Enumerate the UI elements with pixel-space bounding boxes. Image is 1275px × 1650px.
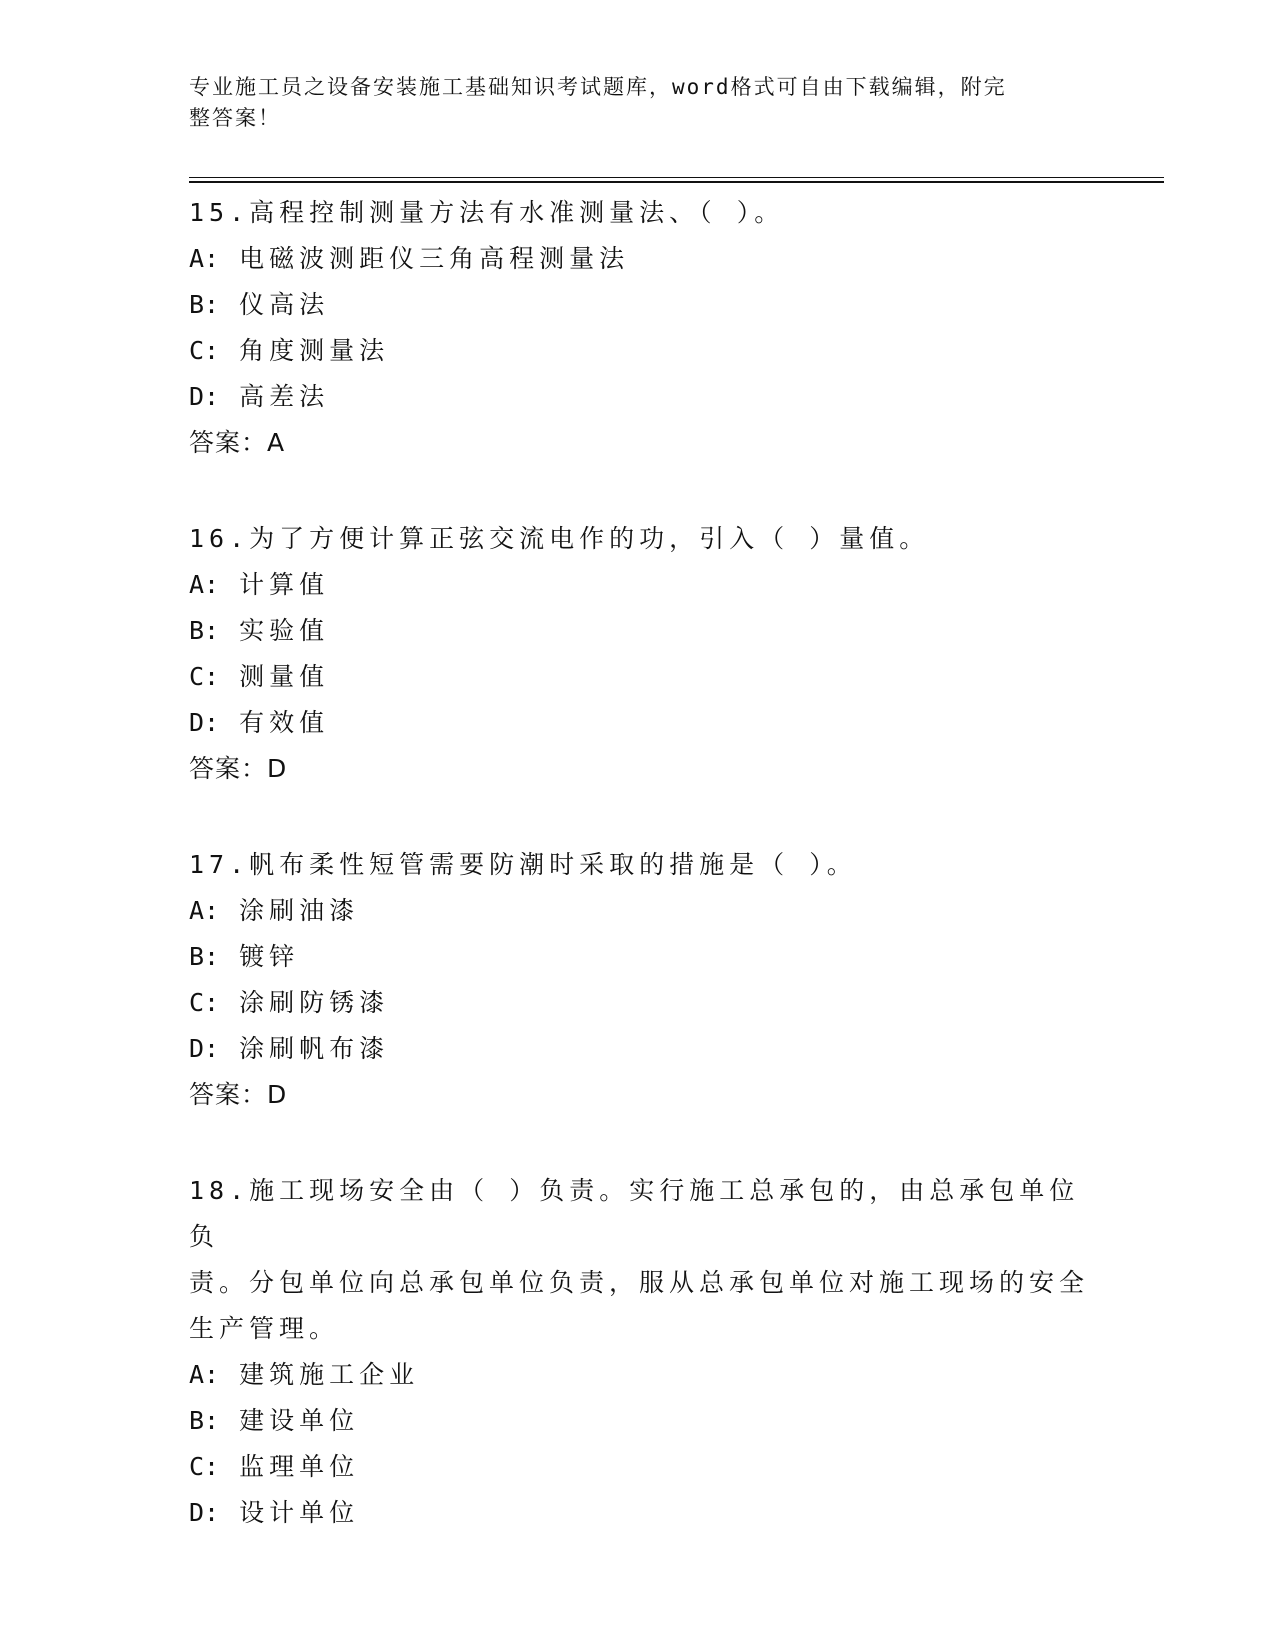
- document-header: [189, 72, 1089, 134]
- option-a: [189, 1352, 1089, 1398]
- option-text: 涂刷油漆: [239, 896, 360, 925]
- option-d: [189, 700, 1089, 746]
- option-label: D:: [189, 1498, 220, 1527]
- option-label: D:: [189, 382, 220, 411]
- option-d: [189, 1026, 1089, 1072]
- option-label: D:: [189, 1034, 220, 1063]
- option-label: B:: [189, 1406, 220, 1435]
- option-text: 实验值: [239, 616, 330, 645]
- option-label: C:: [189, 662, 220, 691]
- option-label: C:: [189, 336, 220, 365]
- option-text: 监理单位: [239, 1452, 360, 1481]
- question-text: 16.为了方便计算正弦交流电作的功，引入（ ）量值。: [189, 524, 930, 553]
- option-text: 涂刷帆布漆: [239, 1034, 390, 1063]
- question-text: 17.帆布柔性短管需要防潮时采取的措施是（ ）。: [189, 850, 857, 879]
- option-d: [189, 1490, 1089, 1536]
- question-17: [189, 842, 1089, 1118]
- question-text-line-2: 责。分包单位向总承包单位负责，服从总承包单位对施工现场的安全: [189, 1268, 1090, 1297]
- question-18: [189, 1168, 1089, 1536]
- option-text: 电磁波测距仪三角高程测量法: [239, 244, 630, 273]
- option-label: B:: [189, 290, 220, 319]
- option-label: A:: [189, 570, 220, 599]
- option-a: [189, 888, 1089, 934]
- option-text: 测量值: [239, 662, 330, 691]
- question-list: [189, 190, 1089, 1586]
- option-label: A:: [189, 1360, 220, 1389]
- option-text: 高差法: [239, 382, 330, 411]
- option-a: [189, 562, 1089, 608]
- option-a: [189, 236, 1089, 282]
- option-text: 设计单位: [239, 1498, 360, 1527]
- header-divider-thick: [189, 181, 1164, 183]
- question-text: 15.高程控制测量方法有水准测量法、（ ）。: [189, 198, 785, 227]
- option-label: B:: [189, 616, 220, 645]
- option-c: [189, 654, 1089, 700]
- option-d: [189, 374, 1089, 420]
- option-text: 建设单位: [239, 1406, 360, 1435]
- option-text: 涂刷防锈漆: [239, 988, 390, 1017]
- answer: 答案：D: [189, 1080, 288, 1109]
- header-divider-thin: [189, 177, 1164, 178]
- option-text: 角度测量法: [239, 336, 390, 365]
- answer: 答案：A: [189, 428, 286, 457]
- option-b: [189, 1398, 1089, 1444]
- option-label: A:: [189, 896, 220, 925]
- question-text-line-3: 生产管理。: [189, 1314, 340, 1343]
- option-c: [189, 328, 1089, 374]
- option-label: A:: [189, 244, 220, 273]
- question-15: [189, 190, 1089, 466]
- option-text: 建筑施工企业: [239, 1360, 420, 1389]
- answer: 答案：D: [189, 754, 288, 783]
- option-text: 有效值: [239, 708, 330, 737]
- option-b: [189, 608, 1089, 654]
- option-text: 镀锌: [239, 942, 300, 971]
- option-c: [189, 980, 1089, 1026]
- option-label: C:: [189, 988, 220, 1017]
- option-b: [189, 934, 1089, 980]
- option-label: B:: [189, 942, 220, 971]
- option-text: 计算值: [239, 570, 330, 599]
- option-text: 仪高法: [239, 290, 330, 319]
- question-16: [189, 516, 1089, 792]
- option-label: C:: [189, 1452, 220, 1481]
- option-c: [189, 1444, 1089, 1490]
- option-label: D:: [189, 708, 220, 737]
- header-line-2: 整答案！: [189, 106, 281, 130]
- header-line-1: 专业施工员之设备安装施工基础知识考试题库，word格式可自由下载编辑，附完: [189, 75, 1007, 99]
- option-b: [189, 282, 1089, 328]
- question-text-line-1: 18.施工现场安全由（ ）负责。实行施工总承包的，由总承包单位负: [189, 1176, 1080, 1251]
